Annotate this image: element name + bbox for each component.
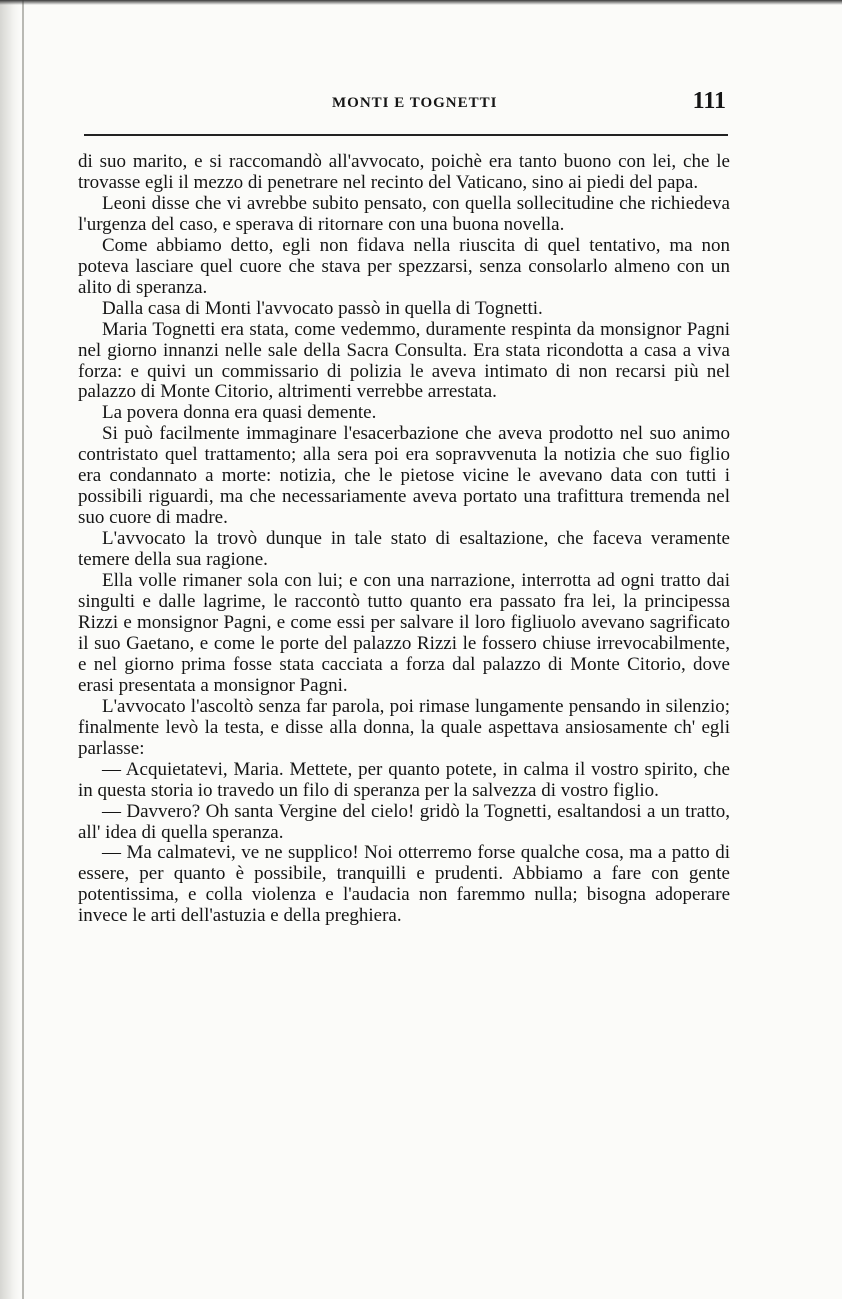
paragraph: L'avvocato la trovò dunque in tale stato di esaltazione, che faceva veramente temere della sua ragione. [78, 528, 730, 571]
paragraph: Leoni disse che vi avrebbe subito pensato, con quella sollecitudine che richiedeva l'urgenza del caso, e sperava di ritornare con una buona novella. [78, 192, 730, 235]
paragraph: Maria Tognetti era stata, come vedemmo, duramente respinta da monsignor Pagni nel giorno innanzi nelle sale della Sacra Consulta. Era stata ricondotta a casa a viva forza: e quivi un commissario di polizia le aveva intimato di non recarsi più nel palazzo di Monte Citorio, altrimenti verrebbe arrestata. [78, 318, 730, 403]
paragraph: La povera donna era quasi demente. [102, 402, 377, 424]
paragraph: — Davvero? Oh santa Vergine del cielo! gridò la Tognetti, esaltandosi a un tratto, all' idea di quella speranza. [78, 800, 730, 843]
paragraph: Ella volle rimaner sola con lui; e con una narrazione, interrotta ad ogni tratto dai singulti e dalle lagrime, le raccontò tutto quanto era passato fra lei, la principessa Rizzi e monsignor Pagni, e come essi per salvare il loro figliuolo avevano sagrificato il suo Gaetano, e come le porte del palazzo Rizzi le fossero chiuse irrevocabilmente, e nel giorno prima fosse stata cacciata a forza dal palazzo di Monte Citorio, dove erasi presentata a monsignor Pagni. [78, 570, 730, 696]
paragraph: Dalla casa di Monti l'avvocato passò in quella di Tognetti. [102, 297, 543, 319]
body-text [78, 152, 730, 927]
page-header [78, 86, 730, 126]
paragraph: — Acquietatevi, Maria. Mettete, per quanto potete, in calma il vostro spirito, che in questa storia io travedo un filo di speranza per la salvezza di vostro figlio. [78, 758, 730, 801]
page-number: 111 [692, 88, 726, 114]
paragraph: Si può facilmente immaginare l'esacerbazione che aveva prodotto nel suo animo contristato quel trattamento; alla sera poi era sopravvenuta la notizia che suo figlio era condannato a morte: notizia, che le pietose vicine le avevano data con tutti i possibili riguardi, ma che necessariamente aveva portato una trafittura tremenda nel suo cuore di madre. [78, 423, 730, 529]
paragraph: — Ma calmatevi, ve ne supplico! Noi otterremo forse qualche cosa, ma a patto di essere, per quanto è possibile, tranquilli e prudenti. Abbiamo a fare con gente potentissima, e colla violenza e l'audacia non faremmo nulla; bisogna adoperare invece le arti dell'astuzia e della preghiera. [78, 842, 730, 927]
paragraph: L'avvocato l'ascoltò senza far parola, poi rimase lungamente pensando in silenzio; finalmente levò la testa, e disse alla donna, la quale aspettava ansiosamente ch' egli parlasse: [78, 695, 730, 759]
header-rule [84, 134, 728, 136]
page-top-edge [0, 0, 842, 5]
paragraph: Come abbiamo detto, egli non fidava nella riuscita di quel tentativo, ma non poteva lasciare quel cuore che stava per spezzarsi, senza consolarlo almeno con un alito di speranza. [78, 234, 730, 298]
binding-shadow [0, 0, 20, 1299]
running-title: MONTI E TOGNETTI [332, 95, 498, 111]
paragraph: di suo marito, e si raccomandò all'avvocato, poichè era tanto buono con lei, che le trovasse egli il mezzo di penetrare nel recinto del Vaticano, sino ai piedi del papa. [78, 151, 730, 193]
binding-line [22, 0, 24, 1299]
